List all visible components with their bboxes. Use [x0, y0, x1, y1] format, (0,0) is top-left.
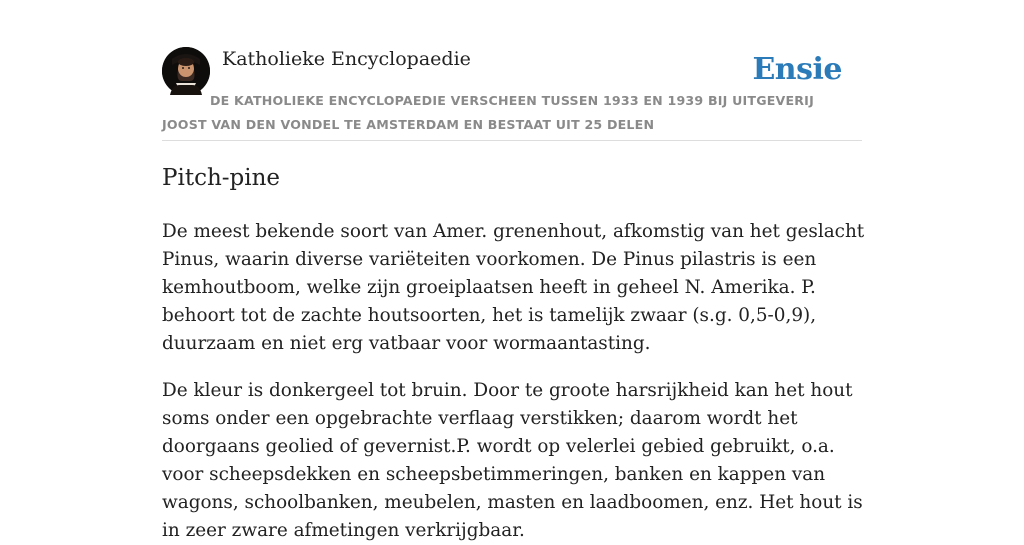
site-tagline: DE KATHOLIEKE ENCYCLOPAEDIE VERSCHEEN TUSSEN 1933 EN 1939 BIJ UITGEVERIJ JOOST VAN DEN VONDEL TE AMSTERDAM EN BESTAAT UIT 25 DELEN — [162, 93, 814, 132]
site-name[interactable]: Katholieke Encyclopaedie — [222, 48, 471, 70]
article — [162, 160, 867, 545]
portrait-avatar-icon[interactable] — [162, 47, 210, 95]
article-paragraph-2: De kleur is donkergeel tot bruin. Door te groote harsrijkheid kan het hout soms onder een opgebrachte verflaag verstikken; daarom wordt het doorgaans geolied of gevernist.P. wordt op velerlei gebied gebruikt, o.a. voor scheepsdekken en scheepsbetimmeringen, banken en kappen van wagons, schoolbanken, meubelen, masten en laadboomen, enz. Het hout is in zeer zware afmetingen verkrijgbaar. — [162, 380, 863, 541]
article-title: Pitch-pine — [162, 165, 281, 191]
site-header — [162, 44, 862, 141]
portrait-image — [162, 47, 210, 95]
brand-logo-link[interactable]: Ensie — [752, 52, 842, 87]
article-paragraph-1: De meest bekende soort van Amer. grenenhout, afkomstig van het geslacht Pinus, waarin diverse variëteiten voorkomen. De Pinus pilastris is een kemhoutboom, welke zijn groeiplaatsen heeft in geheel N. Amerika. P. behoort tot de zachte houtsoorten, het is tamelijk zwaar (s.g. 0,5-0,9), duurzaam en niet erg vatbaar voor wormaantasting. — [162, 221, 865, 354]
